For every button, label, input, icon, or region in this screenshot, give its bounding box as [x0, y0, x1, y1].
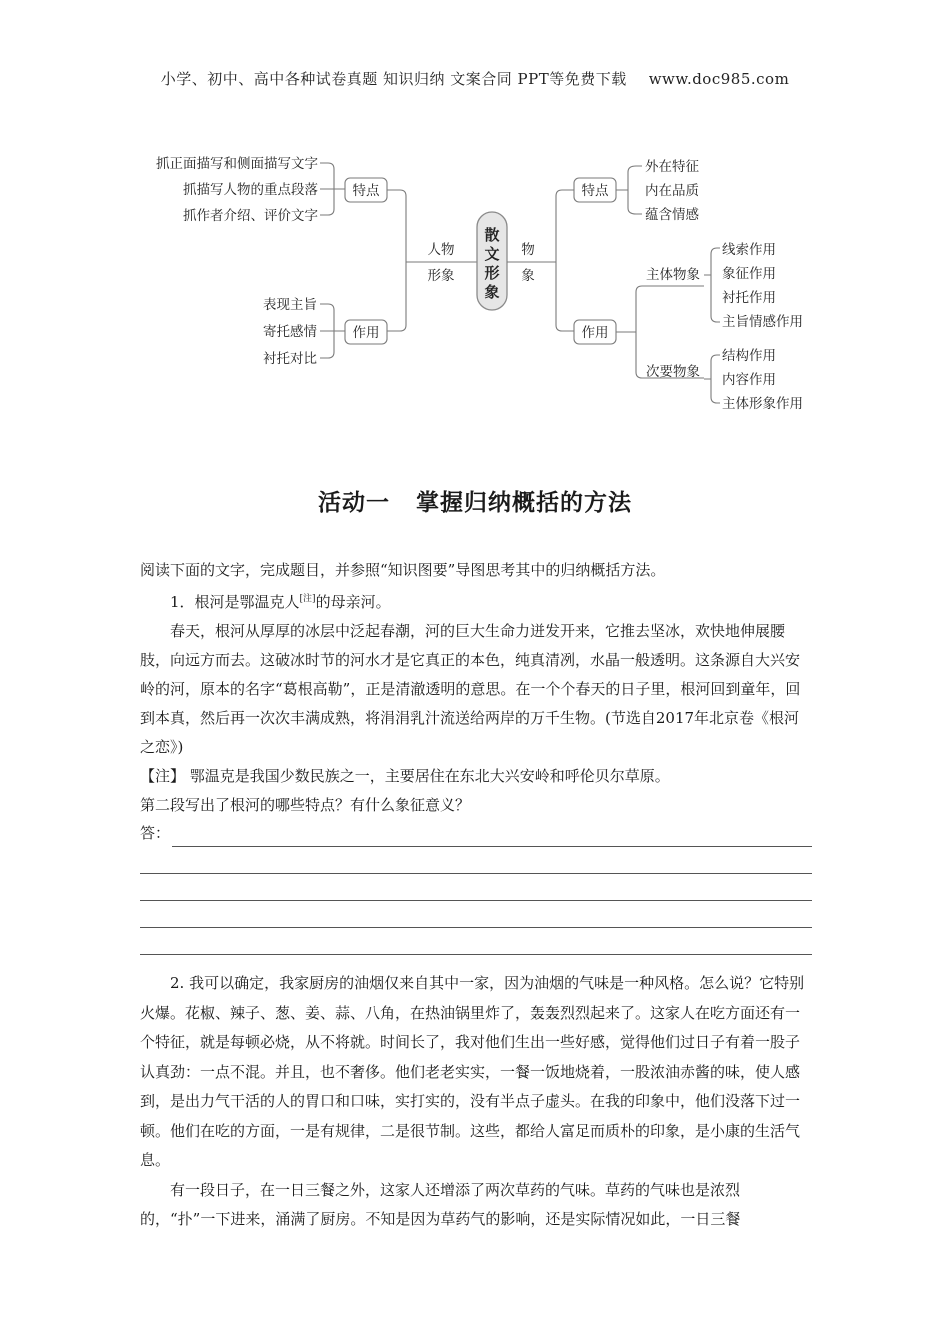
main-object-item: 象征作用	[722, 266, 776, 282]
activity-title	[0, 484, 950, 517]
answer-line[interactable]	[140, 928, 812, 955]
header-url[interactable]: www.doc985.com	[648, 70, 790, 88]
q1-passage: 春天，根河从厚厚的冰层中泛起春潮，河的巨大生命力迸发开来，它推去坚冰，欢快地伸展腰肢，向远方而去。这破冰时节的河水才是它真正的本色，纯真清冽，水晶一般透明。这条源自大兴安岭的河，原本的名字“葛根高勒”，正是清澈透明的意思。在一个个春天的日子里，根河回到童年，回到本真，然后再一次次丰满成熟，将涓涓乳汁流送给两岸的万千生物。(节选自2017年北京卷《根河之恋》)	[140, 622, 801, 756]
secondary-object-label: 次要物象	[646, 364, 700, 380]
center-char: 文	[484, 245, 500, 263]
right-branch-label: 象	[521, 268, 535, 284]
q2-paragraph-2: 有一段日子，在一日三餐之外，这家人还增添了两次草药的气味。草药的气味也是浓烈的，“扑”一下进来，涌满了厨房。不知是因为草药气的影响，还是实际情况如此，一日三餐	[140, 1180, 741, 1228]
right-feature-item: 外在特征	[645, 159, 699, 175]
left-function-item: 表现主旨	[263, 297, 317, 313]
right-feature-box-label: 特点	[581, 183, 609, 199]
center-char: 形	[484, 264, 500, 282]
left-feature-box-label: 特点	[352, 183, 380, 199]
left-feature-item: 抓描写人物的重点段落	[183, 182, 318, 198]
center-char: 象	[484, 283, 500, 301]
mindmap-diagram	[0, 0, 950, 440]
center-char: 散	[484, 226, 500, 244]
answer-line-first[interactable]	[140, 820, 812, 847]
right-feature-item: 内在品质	[645, 183, 699, 199]
exercise-content	[140, 556, 812, 1235]
activity-name: 掌握归纳概括的方法	[416, 490, 632, 516]
left-branch-label: 形象	[427, 268, 455, 284]
answer-line[interactable]	[140, 847, 812, 874]
q1-question: 第二段写出了根河的哪些特点？有什么象征意义？	[140, 796, 471, 814]
header-text: 小学、初中、高中各种试卷真题 知识归纳 文案合同 PPT等免费下载	[160, 70, 627, 88]
right-feature-item: 蕴含情感	[645, 207, 699, 223]
answer-line[interactable]	[140, 901, 812, 928]
activity-number: 活动一	[318, 490, 390, 516]
left-branch-label: 人物	[427, 242, 455, 258]
main-object-label: 主体物象	[646, 267, 700, 283]
q2-paragraph-1: 2. 我可以确定，我家厨房的油烟仅来自其中一家，因为油烟的气味是一种风格。怎么说？它特别火爆。花椒、辣子、葱、姜、蒜、八角，在热油锅里炸了，轰轰烈烈起来了。这家人在吃方面还有一个特征，就是每顿必烧，从不将就。时间长了，我对他们生出一些好感，觉得他们过日子有着一股子认真劲：一点不混。并且，也不奢侈。他们老老实实，一餐一饭地烧着，一股浓油赤酱的味，使人感到，是出力气干活的人的胃口和口味，实打实的，没有半点子虚头。在我的印象中，他们没落下过一顿。他们在吃的方面，一是有规律，二是很节制。这些，都给人富足而质朴的印象，是小康的生活气息。	[140, 974, 805, 1169]
q1-heading-text: 1．根河是鄂温克人	[170, 593, 300, 611]
q2-block	[140, 969, 812, 1235]
left-feature-item: 抓正面描写和侧面描写文字	[156, 156, 318, 172]
left-function-box-label: 作用	[352, 325, 380, 341]
q1-heading	[140, 585, 812, 617]
secondary-object-item: 内容作用	[722, 372, 776, 388]
left-feature-item: 抓作者介绍、评价文字	[183, 208, 318, 224]
right-branch-label: 物	[521, 242, 535, 258]
answer-line[interactable]	[140, 874, 812, 901]
left-function-item: 衬托对比	[263, 351, 317, 367]
q1-heading-tail: 的母亲河。	[315, 593, 391, 611]
q1-note: 【注】 鄂温克是我国少数民族之一，主要居住在东北大兴安岭和呼伦贝尔草原。	[140, 767, 670, 785]
left-function-item: 寄托感情	[263, 324, 317, 340]
main-object-item: 线索作用	[722, 242, 776, 258]
right-function-box-label: 作用	[581, 325, 609, 341]
secondary-object-item: 结构作用	[722, 348, 776, 364]
secondary-object-item: 主体形象作用	[722, 396, 803, 412]
note-marker: [注]	[299, 594, 316, 604]
main-object-item: 主旨情感作用	[722, 314, 803, 330]
intro-instruction: 阅读下面的文字，完成题目，并参照“知识图要”导图思考其中的归纳概括方法。	[140, 561, 666, 579]
answer-label: 答：	[140, 824, 171, 842]
main-object-item: 衬托作用	[722, 290, 776, 306]
